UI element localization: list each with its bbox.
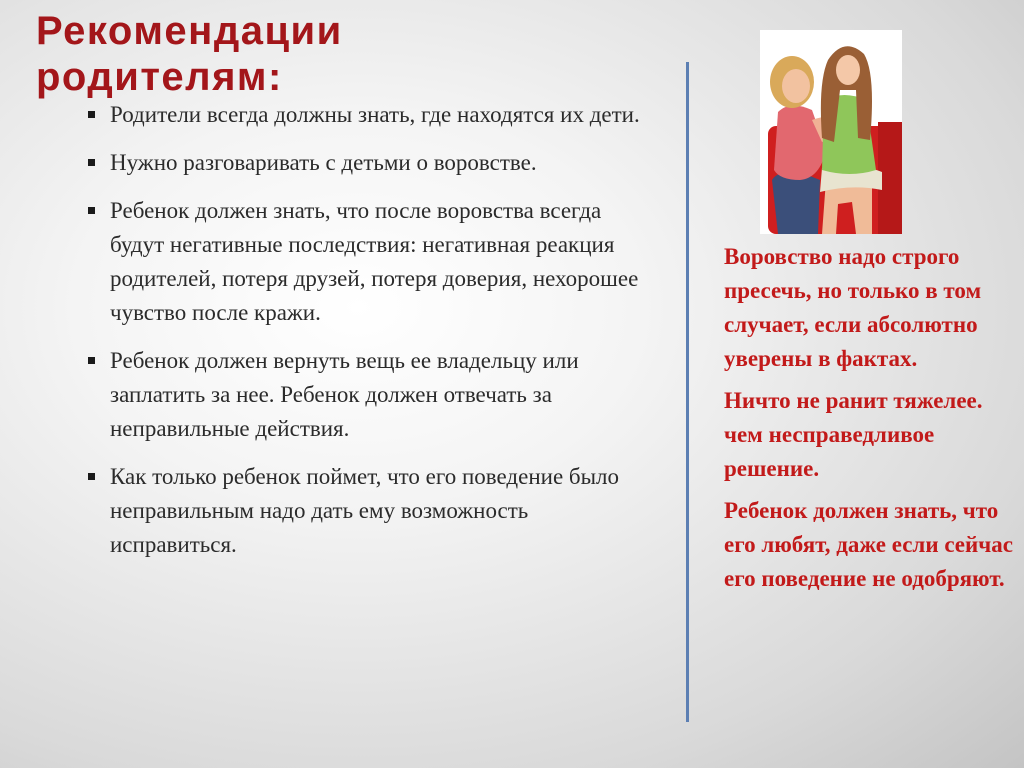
photo-illustration xyxy=(760,30,902,234)
list-item-text: Родители всегда должны знать, где находятся их дети. xyxy=(110,102,640,127)
side-notes xyxy=(724,240,1014,604)
list-item-text: Ребенок должен вернуть вещь ее владельцу или заплатить за нее. Ребенок должен отвечать за неправильные действия. xyxy=(110,348,579,441)
bullet-square-icon xyxy=(88,473,95,480)
list-item xyxy=(88,460,658,562)
recommendations-list xyxy=(88,98,658,576)
bullet-square-icon xyxy=(88,357,95,364)
slide-title-line-1: Рекомендации xyxy=(36,9,343,53)
bullet-square-icon xyxy=(88,159,95,166)
bullet-square-icon xyxy=(88,111,95,118)
bullet-square-icon xyxy=(88,207,95,214)
list-item xyxy=(88,194,658,330)
list-item xyxy=(88,344,658,446)
list-item-text: Нужно разговаривать с детьми о воровстве. xyxy=(110,150,537,175)
side-note: Ничто не ранит тяжелее. чем несправедливое решение. xyxy=(724,388,983,481)
list-item-text: Ребенок должен знать, что после воровства всегда будут негативные последствия: негативная реакция родителей, потеря друзей, потеря доверия, нехорошее чувство после кражи. xyxy=(110,198,639,325)
vertical-divider xyxy=(686,62,689,722)
list-item xyxy=(88,146,658,180)
slide-title xyxy=(36,8,343,100)
list-item-text: Как только ребенок поймет, что его поведение было неправильным надо дать ему возможность исправиться. xyxy=(110,464,620,557)
side-note: Ребенок должен знать, что его любят, даже если сейчас его поведение не одобряют. xyxy=(724,498,1013,591)
list-item xyxy=(88,98,658,132)
slide-title-line-2: родителям: xyxy=(36,55,283,99)
side-note: Воровство надо строго пресечь, но только в том случает, если абсолютно уверены в фактах. xyxy=(724,244,982,371)
mother-daughter-photo xyxy=(760,30,902,234)
